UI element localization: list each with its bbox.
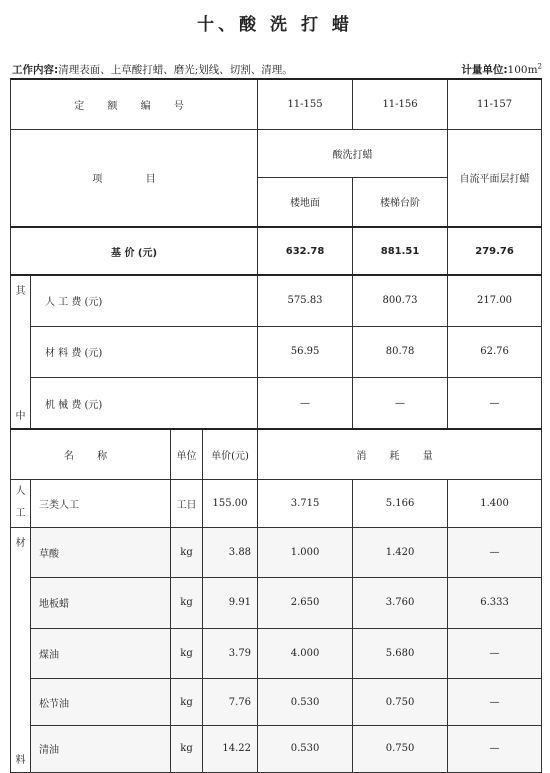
among-row-material-1: 56.95 — [258, 326, 353, 377]
material-unit: kg — [171, 628, 203, 679]
material-row — [11, 679, 542, 726]
material-price: 3.88 — [203, 527, 258, 578]
stairs-label: 楼梯台阶 — [353, 177, 448, 227]
labor-qty-3: 1.400 — [448, 479, 542, 527]
among-row-machine-1: — — [258, 378, 353, 429]
labor-side-1: 人 — [15, 486, 26, 497]
material-qty-2: 0.750 — [353, 725, 448, 772]
among-row-machine-2: — — [353, 378, 448, 429]
material-name: 松节油 — [31, 679, 171, 726]
work-content-text: 清理表面、上草酸打蜡、磨光;划线、切割、清理。 — [58, 64, 293, 76]
material-qty-3: — — [448, 527, 542, 578]
measure-unit-value: 100m — [507, 64, 538, 76]
labor-name: 三类人工 — [31, 479, 171, 527]
base-price-1: 632.78 — [258, 227, 353, 275]
quantity-header: 消 耗 量 — [258, 429, 542, 479]
material-price: 3.79 — [203, 628, 258, 679]
material-qty-3: 6.333 — [448, 578, 542, 629]
labor-qty-1: 3.715 — [258, 479, 353, 527]
material-qty-2: 0.750 — [353, 679, 448, 726]
labor-unit: 工日 — [171, 479, 203, 527]
page-title: 十、酸 洗 打 蜡 — [197, 15, 353, 35]
material-name: 清油 — [31, 725, 171, 772]
among-row-material-label: 材 料 费 (元) — [31, 326, 258, 377]
quota-code-2: 11-156 — [353, 79, 448, 129]
among-row-material-3: 62.76 — [448, 326, 542, 377]
quota-code-1: 11-155 — [258, 79, 353, 129]
among-row-machine-3: — — [448, 378, 542, 429]
material-qty-3: — — [448, 725, 542, 772]
price-header: 单价(元) — [203, 429, 258, 479]
self-level-wax-label: 自流平面层打蜡 — [448, 129, 542, 227]
unit-header: 单位 — [171, 429, 203, 479]
material-side-label — [11, 527, 31, 772]
name-header: 名 称 — [11, 429, 171, 479]
among-row-machine-label: 机 械 费 (元) — [31, 378, 258, 429]
material-unit: kg — [171, 679, 203, 726]
material-price: 14.22 — [203, 725, 258, 772]
material-row — [11, 527, 542, 578]
material-unit: kg — [171, 725, 203, 772]
material-name: 地板蜡 — [31, 578, 171, 629]
material-row — [11, 628, 542, 679]
among-row-labor-1: 575.83 — [258, 275, 353, 326]
material-price: 7.76 — [203, 679, 258, 726]
work-content-label: 工作内容: — [12, 64, 59, 76]
material-qty-1: 2.650 — [258, 578, 353, 629]
material-side-bottom: 料 — [15, 754, 26, 766]
material-qty-1: 1.000 — [258, 527, 353, 578]
material-unit: kg — [171, 578, 203, 629]
measure-unit — [461, 62, 542, 77]
quota-table — [10, 78, 542, 773]
material-qty-2: 1.420 — [353, 527, 448, 578]
among-side-label — [11, 275, 31, 429]
among-row-labor-2: 800.73 — [353, 275, 448, 326]
material-row — [11, 725, 542, 772]
labor-qty-2: 5.166 — [353, 479, 448, 527]
among-row-material-2: 80.78 — [353, 326, 448, 377]
acid-wax-group-label: 酸洗打蜡 — [258, 129, 448, 177]
work-content — [12, 62, 293, 77]
material-name: 草酸 — [31, 527, 171, 578]
among-side-bottom: 中 — [15, 411, 26, 422]
floor-label: 楼地面 — [258, 177, 353, 227]
material-unit: kg — [171, 527, 203, 578]
material-qty-1: 4.000 — [258, 628, 353, 679]
labor-side-label — [11, 479, 31, 527]
base-price-2: 881.51 — [353, 227, 448, 275]
item-label: 项 目 — [11, 129, 258, 227]
material-qty-1: 0.530 — [258, 679, 353, 726]
material-name: 煤油 — [31, 628, 171, 679]
material-qty-3: — — [448, 628, 542, 679]
quota-code-3: 11-157 — [448, 79, 542, 129]
measure-unit-label: 计量单位: — [461, 64, 508, 76]
base-price-label: 基 价 (元) — [11, 227, 258, 275]
labor-price: 155.00 — [203, 479, 258, 527]
labor-side-2: 工 — [15, 508, 26, 519]
base-price-3: 279.76 — [448, 227, 542, 275]
among-row-labor-3: 217.00 — [448, 275, 542, 326]
measure-unit-sup: 2 — [537, 62, 542, 71]
material-row — [11, 578, 542, 629]
material-qty-2: 3.760 — [353, 578, 448, 629]
material-qty-1: 0.530 — [258, 725, 353, 772]
material-qty-3: — — [448, 679, 542, 726]
among-side-top: 其 — [15, 286, 26, 297]
material-price: 9.91 — [203, 578, 258, 629]
quota-label: 定 额 编 号 — [11, 79, 258, 129]
material-side-top: 材 — [15, 537, 26, 549]
among-row-labor-label: 人 工 费 (元) — [31, 275, 258, 326]
material-qty-2: 5.680 — [353, 628, 448, 679]
